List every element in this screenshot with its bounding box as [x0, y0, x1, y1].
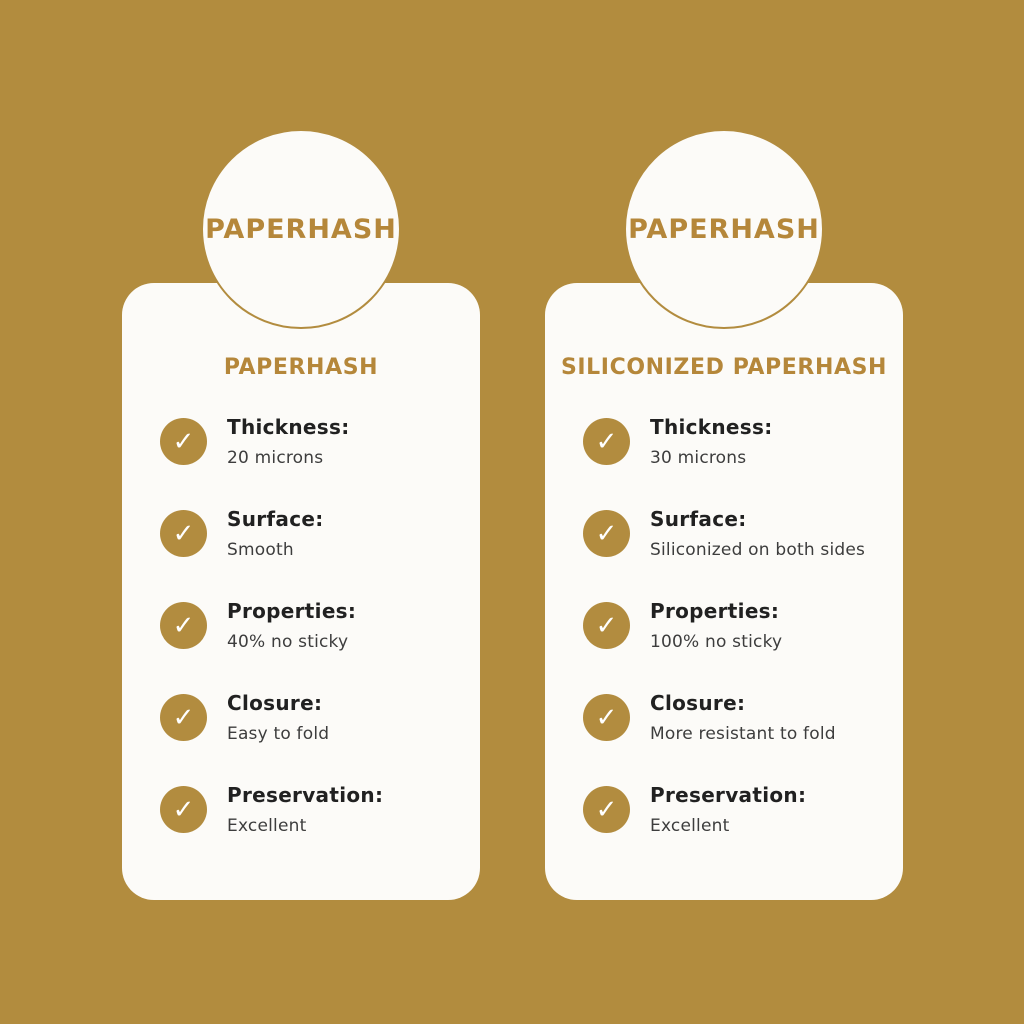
feature-texts — [227, 783, 383, 836]
feature-label: Surface: — [227, 507, 324, 531]
feature-label: Preservation: — [227, 783, 384, 807]
feature-texts — [227, 415, 350, 468]
feature-value: Easy to fold — [227, 724, 330, 744]
feature-label: Properties: — [227, 599, 357, 623]
brand-logo-text: PAPERHASH — [205, 213, 397, 245]
feature-row-closure — [583, 691, 897, 744]
check-icon: ✓ — [160, 418, 207, 465]
feature-row-properties — [160, 599, 474, 652]
feature-value: Excellent — [650, 816, 730, 836]
feature-label: Properties: — [650, 599, 780, 623]
feature-row-thickness — [160, 415, 474, 468]
feature-texts — [227, 599, 356, 652]
feature-row-preservation — [583, 783, 897, 836]
check-icon: ✓ — [160, 602, 207, 649]
feature-label: Closure: — [227, 691, 323, 715]
feature-value: More resistant to fold — [650, 724, 836, 744]
check-icon: ✓ — [160, 694, 207, 741]
feature-value: 20 microns — [227, 448, 324, 468]
feature-list — [545, 415, 903, 836]
feature-label: Closure: — [650, 691, 746, 715]
feature-label: Thickness: — [650, 415, 773, 439]
feature-row-thickness — [583, 415, 897, 468]
feature-list — [122, 415, 480, 836]
brand-logo-circle — [624, 129, 824, 329]
check-icon: ✓ — [583, 602, 630, 649]
feature-texts — [650, 691, 836, 744]
check-icon: ✓ — [160, 510, 207, 557]
product-card-paperhash — [122, 213, 480, 900]
feature-value: Excellent — [227, 816, 307, 836]
check-icon: ✓ — [583, 694, 630, 741]
feature-row-surface — [160, 507, 474, 560]
feature-texts — [650, 415, 773, 468]
check-icon: ✓ — [583, 418, 630, 465]
feature-value: 30 microns — [650, 448, 747, 468]
check-icon: ✓ — [583, 786, 630, 833]
product-card-siliconized-paperhash — [545, 213, 903, 900]
feature-texts — [227, 507, 324, 560]
feature-value: 40% no sticky — [227, 632, 349, 652]
feature-texts — [650, 507, 865, 560]
card-title: SILICONIZED PAPERHASH — [560, 355, 888, 380]
brand-logo-text: PAPERHASH — [628, 213, 820, 245]
feature-label: Surface: — [650, 507, 747, 531]
feature-label: Preservation: — [650, 783, 807, 807]
feature-row-closure — [160, 691, 474, 744]
feature-value: Smooth — [227, 540, 294, 560]
card-title: PAPERHASH — [223, 355, 379, 380]
feature-value: 100% no sticky — [650, 632, 783, 652]
feature-texts — [650, 599, 782, 652]
feature-label: Thickness: — [227, 415, 350, 439]
check-icon: ✓ — [583, 510, 630, 557]
check-icon: ✓ — [160, 786, 207, 833]
brand-logo-circle — [201, 129, 401, 329]
feature-row-surface — [583, 507, 897, 560]
feature-row-preservation — [160, 783, 474, 836]
feature-value: Siliconized on both sides — [650, 540, 866, 560]
feature-texts — [650, 783, 806, 836]
feature-texts — [227, 691, 329, 744]
feature-row-properties — [583, 599, 897, 652]
